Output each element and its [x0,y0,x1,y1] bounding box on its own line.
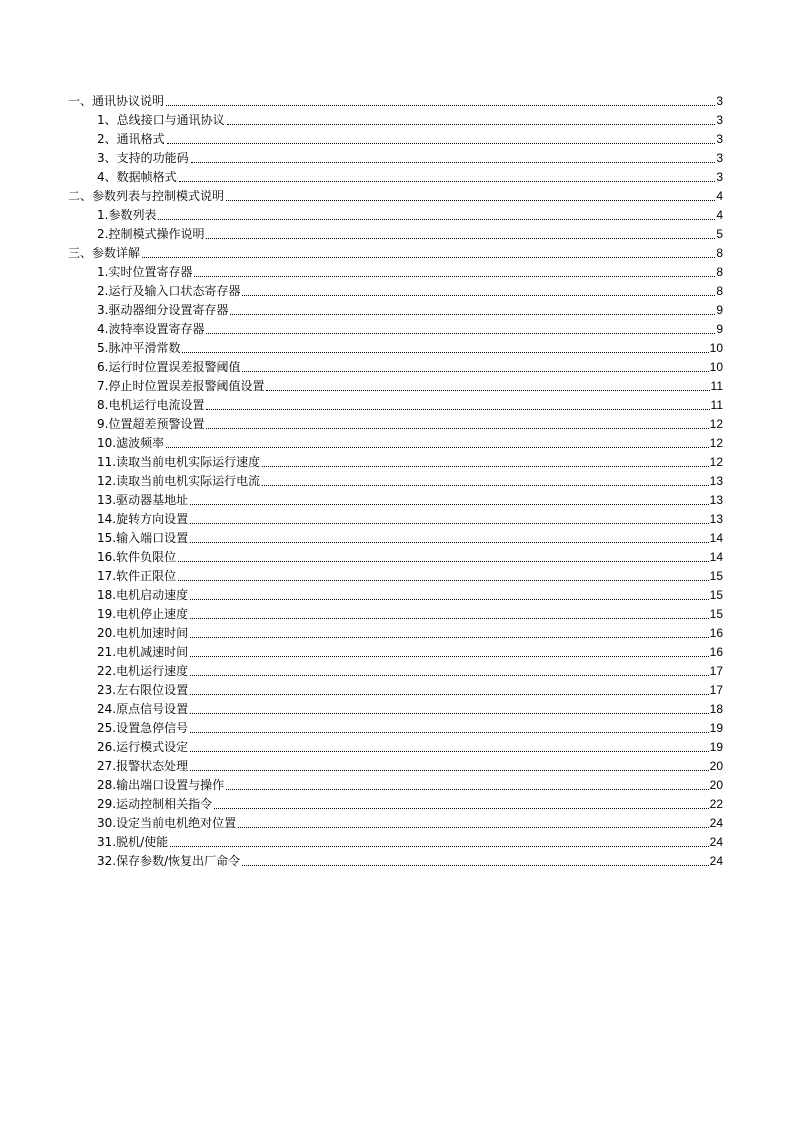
toc-page-number: 8 [716,265,723,279]
toc-subsection-entry[interactable] [68,320,723,339]
toc-subsection-entry[interactable] [68,662,723,681]
toc-dot-leader [167,142,716,144]
toc-page-number: 13 [709,493,723,507]
toc-subsection-entry[interactable] [68,377,723,396]
toc-entry-label: 3、支持的功能码 [97,151,189,165]
toc-dot-leader [190,598,709,600]
toc-subsection-entry[interactable] [68,681,723,700]
toc-subsection-entry[interactable] [68,453,723,472]
toc-entry-label: 23.左右限位设置 [97,683,189,697]
toc-subsection-entry[interactable] [68,548,723,567]
toc-entry-label: 1.实时位置寄存器 [97,265,193,279]
toc-entry-label: 2.运行及输入口状态寄存器 [97,284,241,298]
toc-dot-leader [190,522,709,524]
toc-dot-leader [242,864,709,866]
toc-subsection-entry[interactable] [68,396,723,415]
toc-entry-label: 二、参数列表与控制模式说明 [68,189,225,203]
toc-entry-label: 3.驱动器细分设置寄存器 [97,303,229,317]
toc-page-number: 13 [709,474,723,488]
toc-entry-label: 1、总线接口与通讯协议 [97,113,225,127]
toc-page-number: 15 [709,569,723,583]
toc-subsection-entry[interactable] [68,206,723,225]
toc-page-number: 14 [709,531,723,545]
toc-dot-leader [191,161,716,163]
toc-dot-leader [166,446,709,448]
toc-dot-leader [230,313,715,315]
toc-subsection-entry[interactable] [68,795,723,814]
toc-dot-leader [190,503,709,505]
toc-entry-label: 15.输入端口设置 [97,531,189,545]
toc-subsection-entry[interactable] [68,567,723,586]
toc-entry-label: 9.位置超差预警设置 [97,417,205,431]
toc-page-number: 5 [716,227,723,241]
toc-entry-label: 7.停止时位置误差报警阈值设置 [97,379,265,393]
toc-dot-leader [262,484,709,486]
toc-page-number: 17 [709,664,723,678]
toc-page-number: 20 [709,778,723,792]
toc-entry-label: 11.读取当前电机实际运行速度 [97,455,261,469]
toc-entry-label: 12.读取当前电机实际运行电流 [97,474,261,488]
toc-dot-leader [166,104,715,106]
toc-page-number: 10 [709,360,723,374]
toc-subsection-entry[interactable] [68,700,723,719]
toc-page-number: 16 [709,626,723,640]
toc-entry-label: 21.电机减速时间 [97,645,189,659]
toc-entry-label: 30.设定当前电机绝对位置 [97,816,237,830]
toc-subsection-entry[interactable] [68,719,723,738]
toc-dot-leader [190,731,709,733]
toc-page-number: 14 [709,550,723,564]
toc-entry-label: 2.控制模式操作说明 [97,227,205,241]
toc-entry-label: 1.参数列表 [97,208,157,222]
toc-dot-leader [242,370,708,372]
toc-page-number: 11 [710,398,723,412]
toc-subsection-entry[interactable] [68,757,723,776]
toc-dot-leader [190,769,709,771]
toc-entry-label: 19.电机停止速度 [97,607,189,621]
toc-entry-label: 4.波特率设置寄存器 [97,322,205,336]
toc-subsection-entry[interactable] [68,339,723,358]
toc-subsection-entry[interactable] [68,529,723,548]
toc-dot-leader [242,294,715,296]
toc-subsection-entry[interactable] [68,130,723,149]
toc-subsection-entry[interactable] [68,415,723,434]
toc-entry-label: 17.软件正限位 [97,569,177,583]
toc-page-number: 8 [716,246,723,260]
toc-subsection-entry[interactable] [68,624,723,643]
toc-entry-label: 2、通讯格式 [97,132,165,146]
toc-subsection-entry[interactable] [68,605,723,624]
toc-entry-label: 一、通讯协议说明 [68,94,165,108]
toc-subsection-entry[interactable] [68,282,723,301]
toc-subsection-entry[interactable] [68,472,723,491]
toc-page-number: 24 [709,816,723,830]
toc-entry-label: 26.运行模式设定 [97,740,189,754]
toc-dot-leader [190,750,709,752]
toc-subsection-entry[interactable] [68,833,723,852]
toc-dot-leader [226,788,709,790]
toc-entry-label: 22.电机运行速度 [97,664,189,678]
toc-entry-label: 8.电机运行电流设置 [97,398,205,412]
toc-page-number: 11 [710,379,723,393]
toc-page-number: 12 [709,455,723,469]
toc-subsection-entry[interactable] [68,814,723,833]
toc-section-entry[interactable] [68,92,723,111]
toc-section-entry[interactable] [68,244,723,263]
toc-entry-label: 32.保存参数/恢复出厂命令 [97,854,241,868]
toc-page-number: 3 [716,94,723,108]
toc-dot-leader [190,617,709,619]
toc-entry-label: 16.软件负限位 [97,550,177,564]
toc-subsection-entry[interactable] [68,358,723,377]
toc-dot-leader [190,712,709,714]
toc-section-entry[interactable] [68,187,723,206]
toc-page-number: 22 [709,797,723,811]
toc-dot-leader [194,275,715,277]
toc-page-number: 10 [709,341,723,355]
toc-entry-label: 4、数据帧格式 [97,170,177,184]
toc-entry-label: 27.报警状态处理 [97,759,189,773]
toc-dot-leader [182,351,708,353]
toc-entry-label: 18.电机启动速度 [97,588,189,602]
toc-page-number: 15 [709,607,723,621]
toc-page-number: 3 [716,113,723,127]
toc-page-number: 9 [716,322,723,336]
toc-subsection-entry[interactable] [68,738,723,757]
toc-dot-leader [190,541,709,543]
toc-subsection-entry[interactable] [68,434,723,453]
toc-dot-leader [158,218,715,220]
toc-page-number: 9 [716,303,723,317]
toc-entry-label: 31.脱机/使能 [97,835,169,849]
toc-dot-leader [262,465,709,467]
toc-dot-leader [178,560,709,562]
toc-dot-leader [178,579,709,581]
toc-page-number: 3 [716,151,723,165]
toc-dot-leader [206,427,708,429]
toc-entry-label: 三、参数详解 [68,246,141,260]
toc-dot-leader [214,807,709,809]
toc-dot-leader [179,180,716,182]
toc-dot-leader [190,636,709,638]
toc-page-number: 8 [716,284,723,298]
toc-entry-label: 29.运动控制相关指令 [97,797,213,811]
toc-page-number: 24 [709,854,723,868]
toc-dot-leader [142,256,715,258]
toc-page-number: 19 [709,721,723,735]
toc-dot-leader [206,332,715,334]
toc-subsection-entry[interactable] [68,510,723,529]
table-of-contents [68,92,723,871]
toc-page-number: 3 [716,132,723,146]
toc-subsection-entry[interactable] [68,149,723,168]
toc-subsection-entry[interactable] [68,643,723,662]
toc-subsection-entry[interactable] [68,852,723,871]
toc-page-number: 12 [709,436,723,450]
toc-page-number: 18 [709,702,723,716]
toc-dot-leader [226,199,715,201]
toc-entry-label: 10.滤波频率 [97,436,165,450]
toc-page-number: 3 [716,170,723,184]
toc-entry-label: 14.旋转方向设置 [97,512,189,526]
toc-entry-label: 20.电机加速时间 [97,626,189,640]
toc-subsection-entry[interactable] [68,263,723,282]
toc-page-number: 15 [709,588,723,602]
toc-page-number: 24 [709,835,723,849]
toc-entry-label: 13.驱动器基地址 [97,493,189,507]
toc-dot-leader [190,655,709,657]
toc-dot-leader [206,408,709,410]
toc-page-number: 13 [709,512,723,526]
toc-dot-leader [190,674,709,676]
toc-page-number: 4 [716,208,723,222]
toc-page-number: 4 [716,189,723,203]
toc-dot-leader [206,237,715,239]
toc-subsection-entry[interactable] [68,776,723,795]
toc-subsection-entry[interactable] [68,586,723,605]
toc-page-number: 17 [709,683,723,697]
toc-entry-label: 24.原点信号设置 [97,702,189,716]
toc-page-number: 20 [709,759,723,773]
toc-subsection-entry[interactable] [68,168,723,187]
toc-entry-label: 25.设置急停信号 [97,721,189,735]
toc-page-number: 16 [709,645,723,659]
toc-entry-label: 28.输出端口设置与操作 [97,778,225,792]
toc-subsection-entry[interactable] [68,111,723,130]
toc-dot-leader [227,123,716,125]
toc-page-number: 12 [709,417,723,431]
toc-entry-label: 5.脉冲平滑常数 [97,341,181,355]
toc-dot-leader [266,389,709,391]
toc-entry-label: 6.运行时位置误差报警阈值 [97,360,241,374]
toc-subsection-entry[interactable] [68,491,723,510]
toc-dot-leader [190,693,709,695]
toc-dot-leader [170,845,709,847]
toc-subsection-entry[interactable] [68,225,723,244]
toc-page-number: 19 [709,740,723,754]
toc-dot-leader [238,826,709,828]
toc-subsection-entry[interactable] [68,301,723,320]
